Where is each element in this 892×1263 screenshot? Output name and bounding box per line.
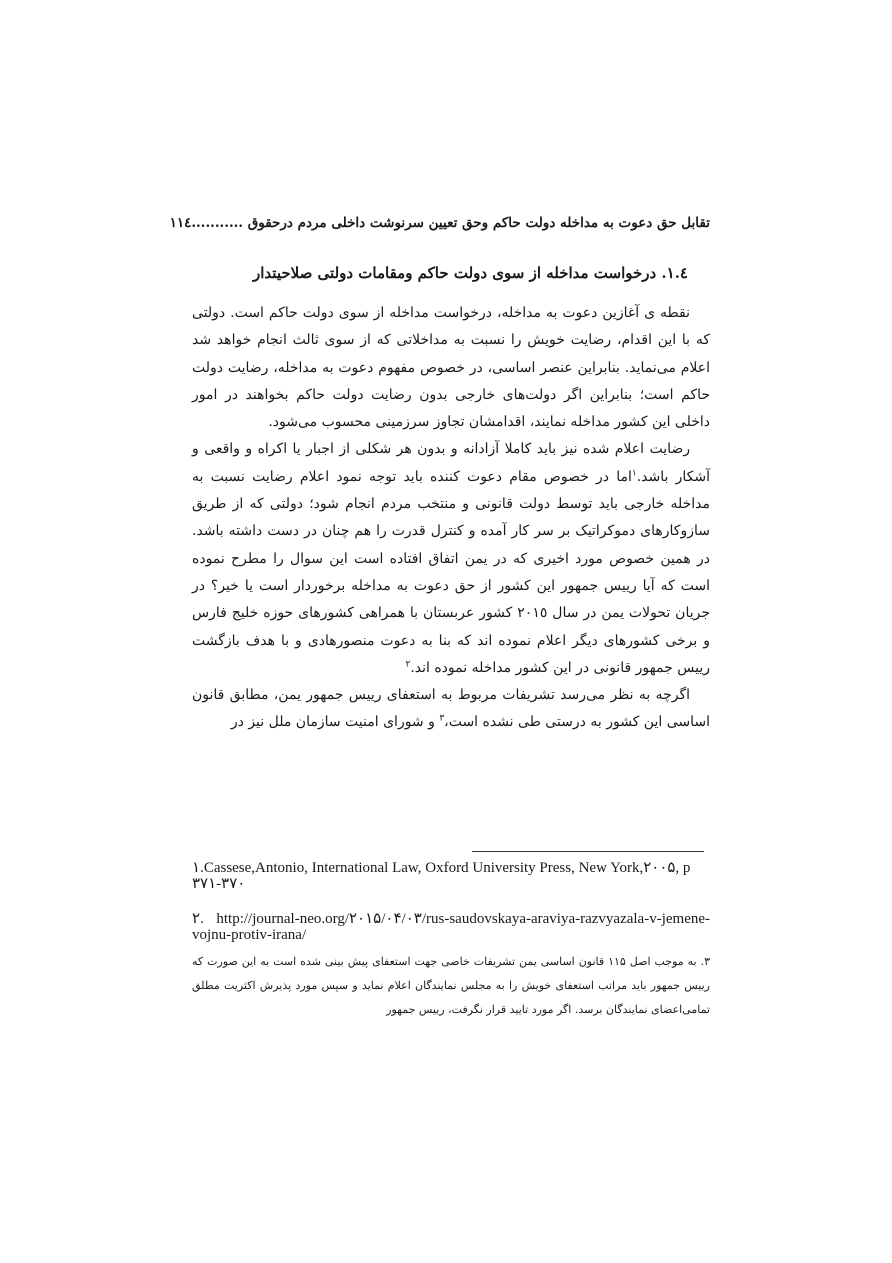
running-head: تقابل حق دعوت به مداخله دولت حاکم وحق تعیین سرنوشت داخلی مردم درحقوق ...........١١٤ xyxy=(169,215,710,231)
paragraph-1: نقطه ی آغازین دعوت به مداخله، درخواست مداخله از سوی دولت حاکم است. دولتی که با این اقدام، رضایت خویش را نسبت به مداخلاتی که از سوی ثالث انجام خواهد شد اعلام می‌نماید. بنابراین عنصر اساسی، در خصوص مفهوم دعوت به مداخله، رضایت دولت حاکم است؛ بنابراین اگر دولت‌های خارجی بدون رضایت دولت حاکم بخواهند در امور داخلی این کشور مداخله نمایند، اقدامشان تجاوز سرزمینی محسوب می‌شود. xyxy=(192,305,710,431)
footnote-divider xyxy=(472,851,704,852)
paragraph-3-part-b: و شورای امنیت سازمان ملل نیز در xyxy=(230,714,435,731)
footnote-3: ٣. به موجب اصل ١١۵ قانون اساسی یمن تشریفات خاصی جهت استعفای پیش بینی شده است به این صورت که رییس جمهور باید مراتب استعفای خویش را به مجلس نمایندگان اعلام نماید و سپس مورد پذیرش اکثریت مطلق تمامی‌اعضای نمایندگان برسد. اگر مورد تایید قرار نگرفت، رییس جمهور xyxy=(192,955,710,1016)
paragraph-3 xyxy=(192,682,710,737)
footnote-1: ١.Cassese,Antonio, International Law, Oxford University Press, New York,٢٠٠۵, p ٣٧٠-٣٧١ xyxy=(192,860,691,892)
footnote-ref-2: ٢ xyxy=(405,659,411,670)
body-text xyxy=(192,300,710,737)
section-heading: ١.٤. درخواست مداخله از سوی دولت حاکم ومقامات دولتی صلاحیتدار xyxy=(253,264,688,282)
footnote-2: ٢. http://journal-neo.org/٢٠١۵/٠۴/٠٣/rus-saudovskaya-araviya-razvyazala-v-jemene-vojnu-protiv-irana/ xyxy=(192,911,710,943)
paragraph-3-part-a: اگرچه به نظر می‌رسد تشریفات مربوط به استعفای رییس جمهور یمن، مطابق قانون اساسی این کشور به درستی طی نشده است، xyxy=(192,687,710,731)
footnote-ref-1: ١ xyxy=(631,468,637,479)
paragraph-2-part-b: اما در خصوص مقام دعوت کننده باید توجه نمود اعلام رضایت نسبت به مداخله خارجی باید توسط دولت قانونی و منتخب مردم انجام شود؛ دولتی که از طریق سازوکارهای دموکراتیک بر سر کار آمده و کنترل قدرت را هم چنان در دست داشته باشد. در همین خصوص مورد اخیری که در یمن اتفاق افتاده است این سوال را مطرح نموده است که آیا رییس جمهور این کشور از حق دعوت به مداخله برخوردار است یا خیر؟ در جریان تحولات یمن در سال ٢٠١٥ کشور عربستان با همراهی کشورهای حوزه خلیج فارس و برخی کشورهای دیگر اعلام نموده اند که بنا به دعوت منصورهادی و با هدف بازگشت رییس جمهور قانونی در این کشور مداخله نموده اند. xyxy=(192,468,711,676)
paragraph-2 xyxy=(192,436,710,682)
footnote-ref-3: ٣ xyxy=(439,713,445,724)
paragraph-2-part-a: رضایت اعلام شده نیز باید کاملا آزادانه و بدون هر شکلی از اجبار یا اکراه و واقعی و آشکار باشد. xyxy=(192,441,710,485)
